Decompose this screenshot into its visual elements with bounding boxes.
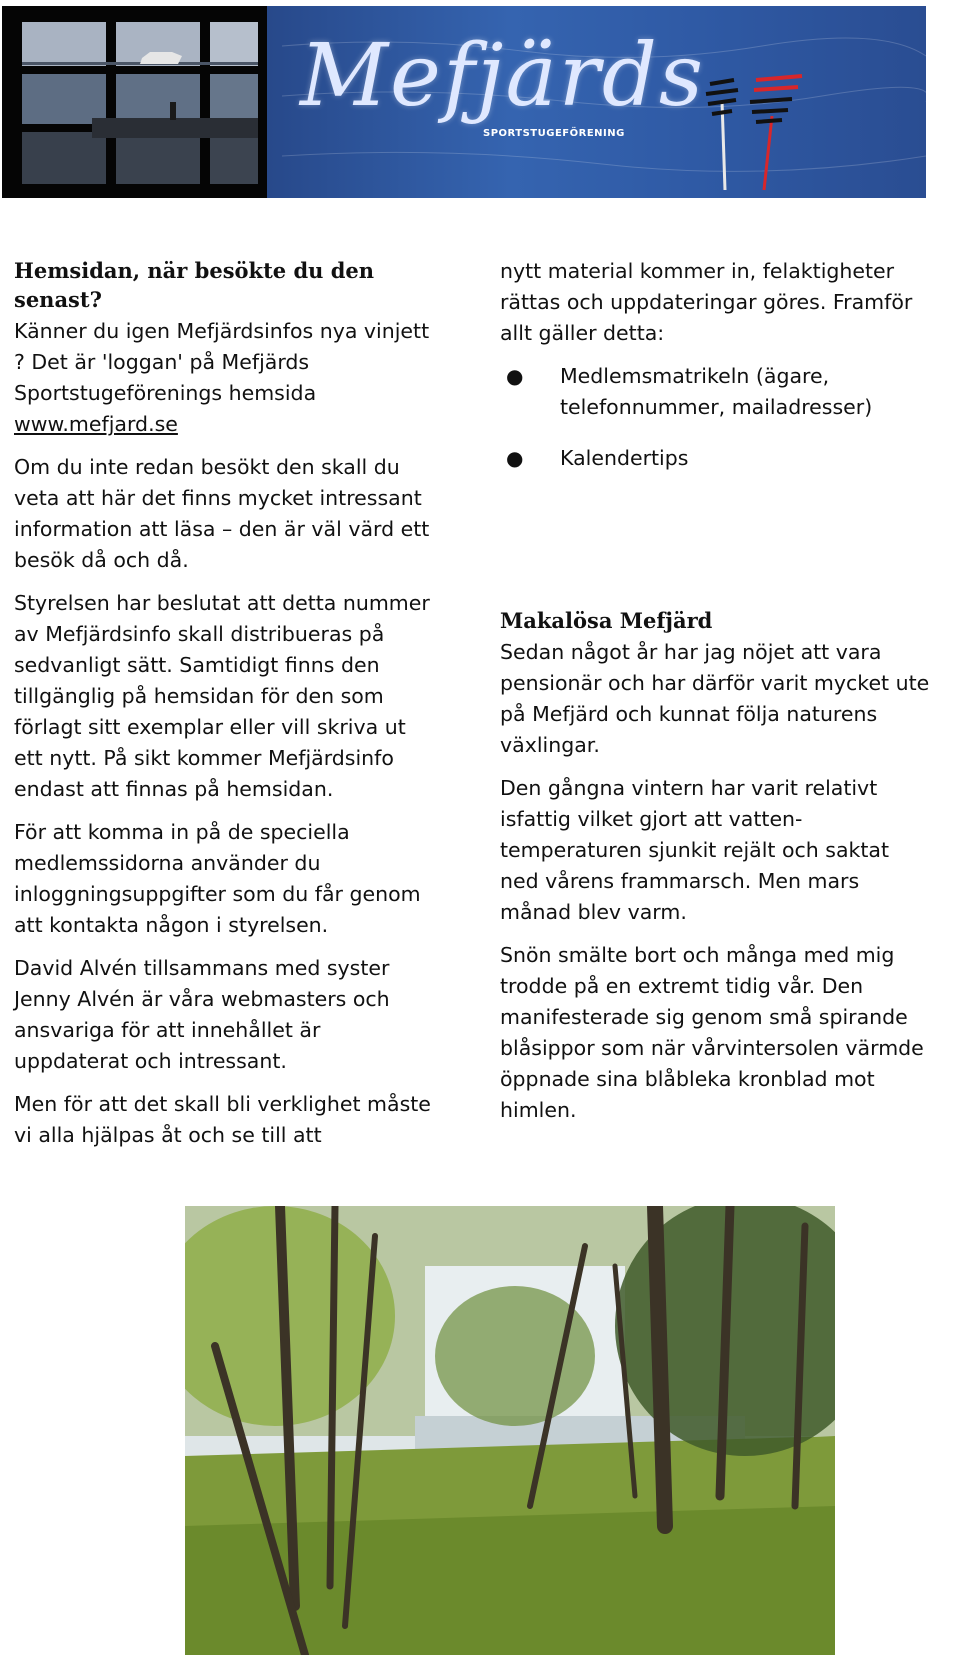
continuation-paragraph: nytt material kommer in, felaktigheter rättas och uppdateringar göres. Framför allt gäller detta: bbox=[500, 259, 913, 345]
logo-subtitle: SPORTSTUGEFÖRENING bbox=[483, 128, 625, 139]
paragraph: Sedan något år har jag nöjet att vara pensionär och har därför varit mycket ute på Mefjärd och kunnat följa naturens växlingar. bbox=[500, 640, 930, 757]
column-spacer bbox=[500, 494, 930, 606]
window-panes bbox=[22, 22, 258, 184]
logo-text: Mefjärds bbox=[300, 26, 706, 126]
list-item-text: Kalendertips bbox=[560, 446, 689, 470]
intro-paragraph bbox=[14, 316, 439, 440]
person-silhouette-icon bbox=[170, 102, 176, 120]
forest-lake-photo bbox=[185, 1206, 835, 1655]
forest-lake-illustration bbox=[185, 1206, 835, 1655]
intro-text: Känner du igen Mefjärdsinfos nya vinjett ? Det är 'loggan' på Mefjärds Sportstugeförenings hemsida bbox=[14, 319, 430, 405]
list-item bbox=[500, 361, 930, 423]
header-banner bbox=[2, 6, 926, 198]
left-column bbox=[14, 256, 439, 1163]
website-link[interactable]: www.mefjard.se bbox=[14, 412, 178, 436]
paragraph: Om du inte redan besökt den skall du veta att här det finns mycket intressant information att läsa – den är väl värd ett besök då och då. bbox=[14, 455, 430, 572]
article-heading-nature: Makalösa Mefjärd bbox=[500, 608, 713, 633]
bullet-icon: ● bbox=[506, 446, 524, 470]
list-item-text: Medlemsmatrikeln (ägare, telefonnummer, mailadresser) bbox=[560, 364, 873, 419]
buoy-markers-icon bbox=[706, 76, 802, 190]
paragraph: David Alvén tillsammans med syster Jenny Alvén är våra webmasters och ansvariga för att innehållet är uppdaterat och intressant. bbox=[14, 956, 390, 1073]
list-item bbox=[500, 443, 930, 474]
bullet-icon: ● bbox=[506, 364, 524, 388]
bullet-list bbox=[500, 361, 930, 474]
paragraph: För att komma in på de speciella medlemssidorna använder du inloggningsuppgifter som du får genom att kontakta någon i styrelsen. bbox=[14, 820, 421, 937]
right-column bbox=[500, 256, 930, 1138]
paragraph: Snön smälte bort och många med mig trodde på en extremt tidig vår. Den manifesterade sig genom små spirande blåsippor som när vårvintersolen värmde öppnade sina blåbleka kronblad mot himlen. bbox=[500, 943, 924, 1122]
paragraph: Den gångna vintern har varit relativt isfattig vilket gjort att vatten-temperaturen sjunkit rejält och saktat ned vårens frammarsch. Men mars månad blev varm. bbox=[500, 776, 890, 924]
paragraph: Men för att det skall bli verklighet måste vi alla hjälpas åt och se till att bbox=[14, 1092, 431, 1147]
paragraph: Styrelsen har beslutat att detta nummer av Mefjärdsinfo skall distribueras på sedvanligt sätt. Samtidigt finns den tillgänglig på hemsidan för den som förlagt sitt exemplar eller vill skriva ut ett nytt. På sikt kommer Mefjärdsinfo endast att finnas på hemsidan. bbox=[14, 591, 430, 801]
article-heading-website: Hemsidan, när besökte du den senast? bbox=[14, 258, 375, 312]
